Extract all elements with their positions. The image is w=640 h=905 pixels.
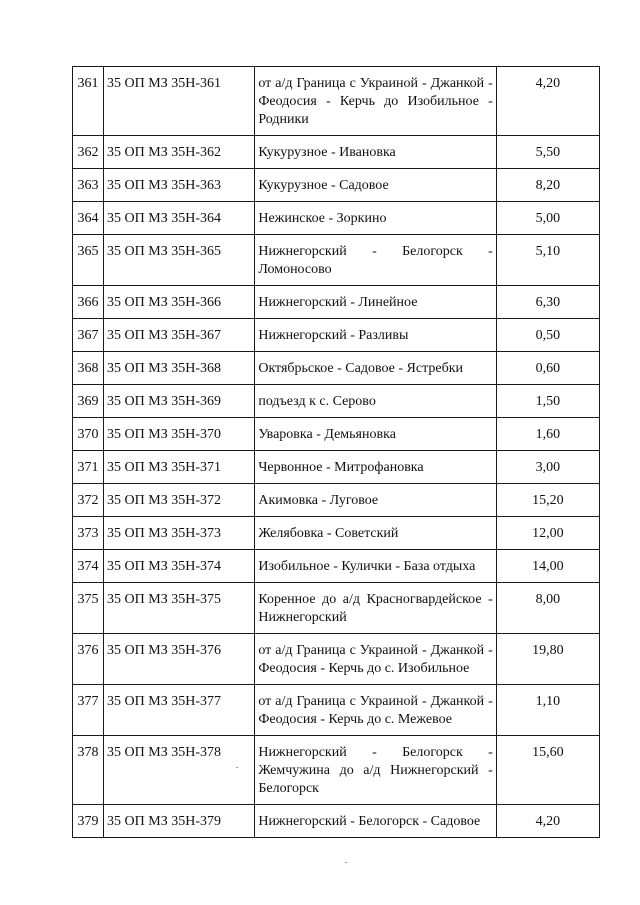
road-name: Нежинское - Зоркино [255,202,496,235]
table-row [73,583,600,634]
row-number: 370 [73,418,104,451]
table-row [73,67,600,136]
road-name: Нижнегорский - Белогорск - Жемчужина до а/д Нижнегорский - Белогорск [255,736,496,805]
road-code: 35 ОП МЗ 35Н-362 [104,136,255,169]
row-number: 368 [73,352,104,385]
road-code: 35 ОП МЗ 35Н-373 [104,517,255,550]
road-code: 35 ОП МЗ 35Н-363 [104,169,255,202]
road-name: Кукурузное - Садовое [255,169,496,202]
table-row [73,352,600,385]
row-number: 369 [73,385,104,418]
row-number: 376 [73,634,104,685]
scan-speck [236,767,238,768]
road-name: от а/д Граница с Украиной - Джанкой - Феодосия - Керчь до с. Изобильное [255,634,496,685]
row-number: 378 [73,736,104,805]
roads-table [72,66,600,838]
road-code: 35 ОП МЗ 35Н-375 [104,583,255,634]
table-row [73,685,600,736]
table-row [73,235,600,286]
row-number: 373 [73,517,104,550]
road-name: Червонное - Митрофановка [255,451,496,484]
road-length: 1,50 [496,385,599,418]
road-code: 35 ОП МЗ 35Н-378 [104,736,255,805]
table-row [73,805,600,838]
road-code: 35 ОП МЗ 35Н-364 [104,202,255,235]
road-name: подъезд к с. Серово [255,385,496,418]
road-name: Нижнегорский - Линейное [255,286,496,319]
row-number: 367 [73,319,104,352]
roads-table-body [73,67,600,838]
road-length: 5,50 [496,136,599,169]
road-code: 35 ОП МЗ 35Н-371 [104,451,255,484]
table-row [73,550,600,583]
road-length: 15,20 [496,484,599,517]
row-number: 363 [73,169,104,202]
table-row [73,484,600,517]
road-length: 4,20 [496,805,599,838]
row-number: 361 [73,67,104,136]
road-name: Изобильное - Кулички - База отдыха [255,550,496,583]
road-length: 3,00 [496,451,599,484]
road-length: 5,10 [496,235,599,286]
road-code: 35 ОП МЗ 35Н-376 [104,634,255,685]
road-name: Желябовка - Советский [255,517,496,550]
road-code: 35 ОП МЗ 35Н-377 [104,685,255,736]
road-code: 35 ОП МЗ 35Н-370 [104,418,255,451]
road-length: 14,00 [496,550,599,583]
road-code: 35 ОП МЗ 35Н-369 [104,385,255,418]
road-name: от а/д Граница с Украиной - Джанкой - Феодосия - Керчь до с. Межевое [255,685,496,736]
road-length: 8,20 [496,169,599,202]
road-name: Уваровка - Демьяновка [255,418,496,451]
road-length: 6,30 [496,286,599,319]
road-length: 8,00 [496,583,599,634]
road-name: от а/д Граница с Украиной - Джанкой - Феодосия - Керчь до Изобильное - Родники [255,67,496,136]
table-row [73,136,600,169]
road-code: 35 ОП МЗ 35Н-379 [104,805,255,838]
table-row [73,634,600,685]
table-row [73,517,600,550]
road-length: 1,10 [496,685,599,736]
table-row [73,319,600,352]
table-row [73,169,600,202]
road-code: 35 ОП МЗ 35Н-366 [104,286,255,319]
road-length: 19,80 [496,634,599,685]
road-name: Нижнегорский - Разливы [255,319,496,352]
table-row [73,418,600,451]
road-length: 5,00 [496,202,599,235]
road-code: 35 ОП МЗ 35Н-361 [104,67,255,136]
row-number: 372 [73,484,104,517]
table-row [73,202,600,235]
road-name: Нижнегорский - Белогорск - Садовое [255,805,496,838]
road-name: Коренное до а/д Красногвардейское - Нижнегорский [255,583,496,634]
row-number: 374 [73,550,104,583]
row-number: 362 [73,136,104,169]
table-row [73,385,600,418]
road-length: 15,60 [496,736,599,805]
road-name: Октябрьское - Садовое - Ястребки [255,352,496,385]
scan-speck [345,862,347,863]
row-number: 375 [73,583,104,634]
row-number: 365 [73,235,104,286]
road-code: 35 ОП МЗ 35Н-367 [104,319,255,352]
table-row [73,736,600,805]
row-number: 379 [73,805,104,838]
road-name: Акимовка - Луговое [255,484,496,517]
road-length: 0,50 [496,319,599,352]
road-code: 35 ОП МЗ 35Н-365 [104,235,255,286]
row-number: 377 [73,685,104,736]
road-name: Нижнегорский - Белогорск - Ломоносово [255,235,496,286]
road-length: 1,60 [496,418,599,451]
road-length: 0,60 [496,352,599,385]
road-length: 4,20 [496,67,599,136]
road-length: 12,00 [496,517,599,550]
row-number: 371 [73,451,104,484]
road-name: Кукурузное - Ивановка [255,136,496,169]
row-number: 364 [73,202,104,235]
road-code: 35 ОП МЗ 35Н-368 [104,352,255,385]
road-code: 35 ОП МЗ 35Н-374 [104,550,255,583]
road-code: 35 ОП МЗ 35Н-372 [104,484,255,517]
row-number: 366 [73,286,104,319]
table-row [73,451,600,484]
table-row [73,286,600,319]
